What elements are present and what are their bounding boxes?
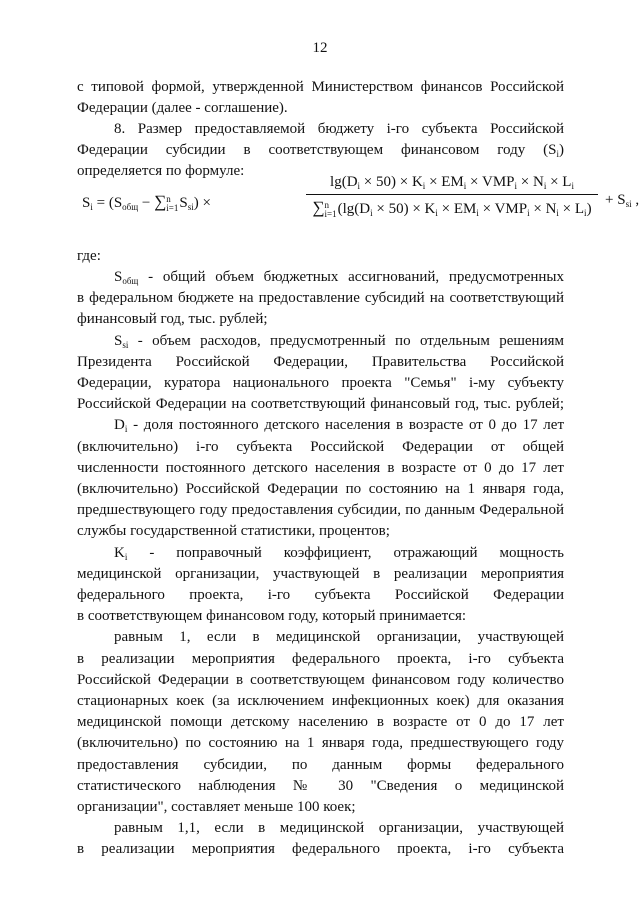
formula-left-part — [82, 192, 211, 213]
definition-text: - объем расходов, предусмотренный по отдельным решениям — [128, 332, 564, 349]
definition-line: Российской Федерации в соответствующем финансовом году количество — [77, 671, 564, 688]
definition-text: - поправочный коэффициент, отражающий мощность — [127, 544, 564, 561]
definition-line: (включительно) i-го субъекта Российской Федерации от общей — [77, 438, 564, 455]
text-line-4 — [77, 140, 564, 160]
symbol: S — [114, 269, 123, 285]
formula-s: S — [82, 195, 91, 211]
definition-line: равным 1,1, если в медицинской организации, участвующей — [114, 820, 564, 837]
definition-line: предоставления субсидии, по данным формы федерального — [77, 756, 564, 773]
sum-limits — [166, 195, 178, 213]
definition-line: равным 1, если в медицинской организации, участвующей — [114, 629, 564, 646]
symbol-sub: si — [122, 339, 129, 350]
symbol-sub: i — [124, 424, 128, 435]
formula-fraction — [304, 170, 600, 221]
definition-line: службы государственной статистики, процентов; — [77, 523, 390, 540]
where-label: где: — [77, 248, 101, 264]
formula-denominator — [304, 195, 600, 221]
definition-line: федерального проекта, i-го субъекта Российской Федерации — [77, 587, 564, 603]
formula-numerator: $\lg(D_i \times 50) \times K_i \times EM_i \times VMP_i \times N_i \times L_i$ — [330, 174, 574, 191]
sum-sup: n — [324, 199, 330, 210]
definition-line: Президента Российской Федерации, Правительства Российской — [77, 353, 564, 370]
sum-sign-icon: ∑ — [312, 198, 325, 217]
text-line-5: определяется по формуле: — [77, 163, 245, 179]
symbol-sub: общ — [122, 276, 139, 286]
definition-line: медицинской организации, участвующей в реализации мероприятия — [77, 565, 564, 582]
definition-line: численности постоянного детского населения в возрасте от 0 до 17 лет — [77, 459, 564, 476]
sum-limits — [325, 201, 337, 219]
definition-line: в реализации мероприятия федерального проекта, i-го субъекта — [77, 841, 564, 858]
definition-line: (включительно) Российской Федерации по состоянию на 1 января года, — [77, 481, 564, 497]
formula-close: ) × — [193, 195, 211, 211]
definition-line: медицинской помощи детскому населению в возрасте от 0 до 17 лет — [77, 714, 564, 731]
page-number: 12 — [312, 40, 328, 56]
formula-s-sub: i — [90, 202, 93, 212]
text-line-4-body: Федерации субсидии в соответствующем финансовом году (S — [77, 142, 557, 158]
formula-obsh-sub: общ — [122, 202, 139, 212]
definition-line: (включительно) по состоянию на 1 января года, предшествующего году — [77, 735, 564, 752]
formula-minus: − — [138, 195, 155, 211]
symbol-sub: i — [124, 551, 128, 562]
definition-line: Федерации, куратора национального проекта "Семья" i-му субъекту — [77, 375, 564, 391]
definition-line: организации", составляет меньше 100 коек; — [77, 799, 356, 815]
formula-ssi: S — [179, 195, 188, 211]
definition-line: финансовый год, тыс. рублей; — [77, 311, 268, 328]
definition-line — [114, 331, 564, 351]
sum-sign-icon: ∑ — [154, 192, 167, 211]
formula-block — [82, 170, 640, 236]
definition-line — [114, 415, 564, 435]
formula-right-part: + $S_{si}$ , — [605, 192, 640, 209]
symbol: K — [114, 544, 125, 561]
definition-line: в реализации мероприятия федерального проекта, i-го субъекта — [77, 650, 564, 667]
definition-line: Российской Федерации на соответствующий финансовый год, тыс. рублей; — [77, 396, 564, 413]
text-line-4-sub: i — [556, 149, 559, 159]
text-line-1: с типовой формой, утвержденной Министерством финансов Российской — [77, 79, 564, 95]
definition-line: в соответствующем финансовом году, который принимается: — [77, 608, 467, 625]
symbol: S — [114, 332, 123, 349]
formula-ssi-sub: si — [187, 202, 194, 212]
symbol: D — [114, 417, 125, 434]
text-line-2: Федерации (далее - соглашение). — [77, 100, 288, 116]
definition-text: - общий объем бюджетных ассигнований, предусмотренных — [138, 269, 564, 285]
definition-text: - доля постоянного детского населения в возрасте от 0 до 17 лет — [127, 417, 564, 434]
formula-denominator-body: $(\lg(D_i \times 50) \times K_i \times EM_i \times VMP_i \times N_i \times L_i)$ — [337, 201, 592, 218]
text-line-3: 8. Размер предоставляемой бюджету i-го субъекта Российской — [114, 121, 564, 137]
definition-line: стационарных коек (за исключением инфекционных коек) для оказания — [77, 693, 564, 709]
definition-line — [114, 543, 564, 563]
sum-sub: i=1 — [166, 202, 179, 213]
definition-line: статистического наблюдения № 30 "Сведения о медицинской — [77, 777, 564, 794]
formula-eq: = (S — [92, 195, 123, 211]
text-line-4-tail: ) — [559, 142, 564, 158]
definition-line: предшествующего году предоставления субсидии, по данным Федеральной — [77, 502, 564, 519]
sum-sup: n — [166, 193, 171, 204]
definition-line — [114, 267, 564, 287]
definition-line: в федеральном бюджете на предоставление субсидий на соответствующий — [77, 290, 564, 307]
sum-sub: i=1 — [324, 208, 337, 219]
